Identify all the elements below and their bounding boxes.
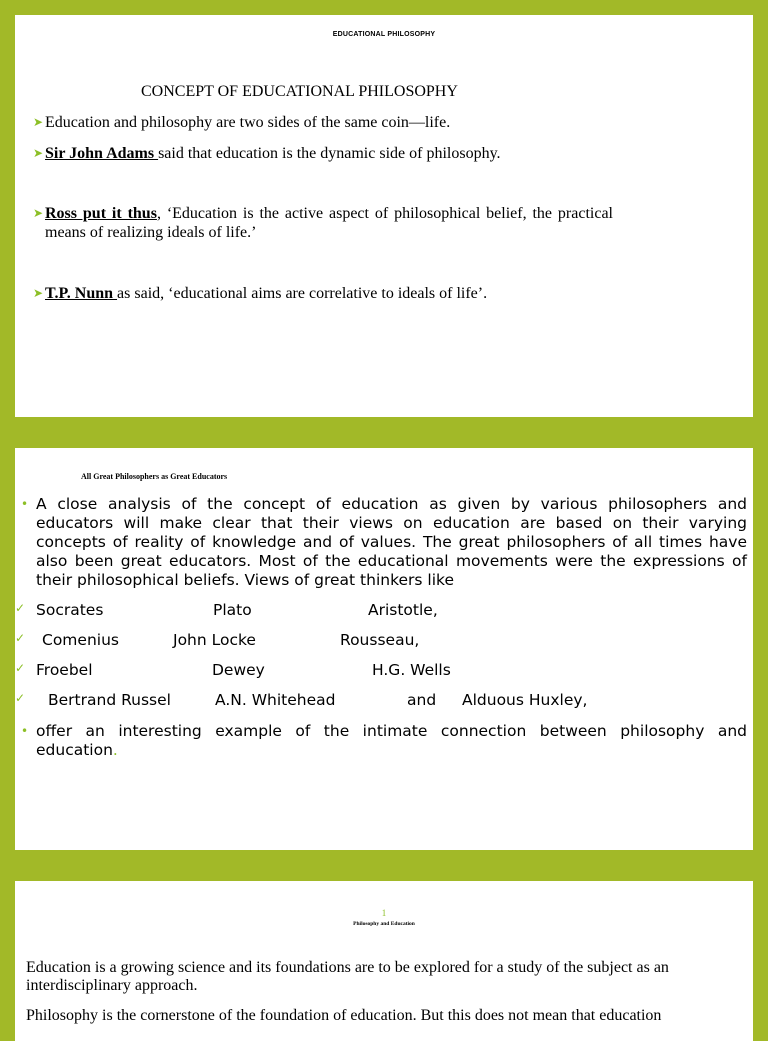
author-name: Ross put it thus: [45, 205, 157, 222]
list-item: [33, 144, 613, 163]
philosopher-row: [15, 601, 747, 621]
philosopher-name: H.G. Wells: [372, 661, 451, 679]
slide-subtitle: Philosophy and Education: [353, 921, 415, 927]
list-item: [33, 284, 613, 303]
conjunction-text: and: [407, 691, 437, 709]
list-item: [33, 204, 613, 242]
philosopher-name: Plato: [213, 601, 252, 619]
philosopher-name: Socrates: [36, 601, 104, 619]
philosopher-row: [15, 691, 747, 711]
author-name: Sir John Adams: [45, 145, 159, 162]
intro-paragraph: [21, 495, 747, 590]
dot-bullet-icon: •: [21, 724, 29, 738]
closing-text: offer an interesting example of the intimate connection between philosophy and education: [36, 722, 747, 759]
dot-bullet-icon: •: [21, 497, 29, 511]
philosopher-name: Comenius: [42, 631, 119, 649]
philosopher-row: [15, 631, 747, 651]
philosopher-name: Rousseau,: [340, 631, 420, 649]
arrow-bullet-icon: ➤: [33, 286, 44, 300]
arrow-bullet-icon: ➤: [33, 206, 44, 220]
list-item: [33, 113, 613, 132]
page-number: 1: [381, 908, 387, 918]
closing-period: .: [112, 741, 118, 759]
author-name: T.P. Nunn: [45, 285, 118, 302]
philosopher-name: Aristotle,: [368, 601, 438, 619]
philosopher-name: Bertrand Russel: [48, 691, 171, 709]
check-bullet-icon: ✓: [15, 631, 26, 645]
slide-3: [15, 881, 753, 1041]
item-text: Education and philosophy are two sides of the same coin—life.: [45, 114, 451, 131]
slide-title: CONCEPT OF EDUCATIONAL PHILOSOPHY: [141, 83, 458, 100]
slide-header: EDUCATIONAL PHILOSOPHY: [332, 31, 436, 38]
check-bullet-icon: ✓: [15, 661, 26, 675]
paragraph: Philosophy is the cornerstone of the foundation of education. But this does not mean that education: [26, 1007, 662, 1024]
item-text: as said, ‘educational aims are correlative to ideals of life’.: [117, 285, 488, 302]
arrow-bullet-icon: ➤: [33, 115, 44, 129]
arrow-bullet-icon: ➤: [33, 146, 44, 160]
philosopher-name: Dewey: [212, 661, 265, 679]
slide-1: [15, 15, 753, 417]
check-bullet-icon: ✓: [15, 601, 26, 615]
slide-2: [15, 448, 753, 850]
philosopher-name: Alduous Huxley,: [462, 691, 588, 709]
slide-header: All Great Philosophers as Great Educators: [81, 472, 228, 481]
check-bullet-icon: ✓: [15, 691, 26, 705]
philosopher-name: John Locke: [173, 631, 256, 649]
philosopher-name: A.N. Whitehead: [215, 691, 336, 709]
paragraph: Education is a growing science and its foundations are to be explored for a study of the subject as an interdisciplinary approach.: [26, 959, 669, 994]
item-text: , ‘Education is the active aspect of philosophical belief, the practical means of realizing ideals of life.’: [45, 205, 613, 241]
philosopher-row: [15, 661, 747, 681]
intro-text: A close analysis of the concept of education as given by various philosophers and educators will make clear that their views on education are based on their varying concepts of reality of knowledge and of values. The great philosophers of all times have also been great educators. Most of the educational movements were the expressions of their philosophical beliefs. Views of great thinkers like: [36, 495, 747, 589]
item-text: said that education is the dynamic side of philosophy.: [158, 145, 501, 162]
closing-paragraph: [21, 722, 747, 760]
philosopher-name: Froebel: [36, 661, 93, 679]
